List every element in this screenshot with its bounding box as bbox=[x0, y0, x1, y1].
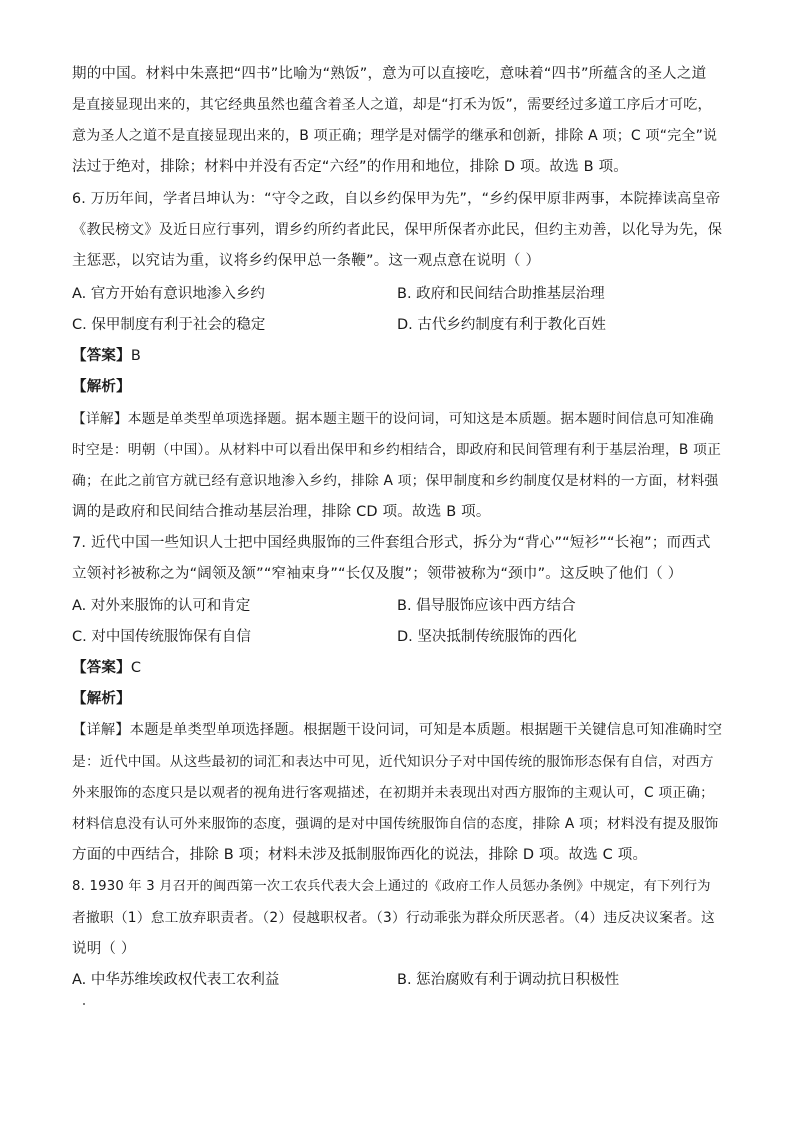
q7-option-b: B. 倡导服饰应该中西方结合 bbox=[397, 598, 576, 614]
q6-answer-label: 【答案】 bbox=[72, 348, 131, 364]
q7-answer-value: C bbox=[130, 660, 142, 676]
q7-option-a: A. 对外来服饰的认可和肯定 bbox=[72, 598, 251, 614]
q7-detail-line-1: 【详解】本题是单类型单项选择题。根据题干设问词，可知是本质题。根据题干关键信息可知准确时空 bbox=[72, 722, 723, 738]
q6-detail-line-4: 调的是政府和民间结合推动基层治理，排除 CD 项。故选 B 项。 bbox=[72, 504, 491, 520]
q5-explanation-line-1: 期的中国。材料中朱熹把“四书”比喻为“熟饭”，意为可以直接吃，意味着“四书”所蕴含的圣人之道 bbox=[72, 66, 707, 82]
q7-answer-label: 【答案】 bbox=[72, 660, 131, 676]
q5-explanation-line-4: 法过于绝对，排除；材料中并没有否定“六经”的作用和地位，排除 D 项。故选 B 项。 bbox=[72, 159, 628, 175]
q6-detail-line-3: 确；在此之前官方就已经有意识地渗入乡约，排除 A 项；保甲制度和乡约制度仅是材料的一方面，材料强 bbox=[72, 473, 719, 489]
q6-option-d: D. 古代乡约制度有利于教化百姓 bbox=[397, 317, 606, 333]
q6-detail-line-2: 时空是：明朝（中国）。从材料中可以看出保甲和乡约相结合，即政府和民间管理有利于基层治理，B 项正 bbox=[72, 442, 722, 458]
q6-stem-line-3: 主惩恶，以究诘为重，议将乡约保甲总一条鞭”。这一观点意在说明（ ） bbox=[72, 253, 541, 269]
q7-stem-line-1: 7. 近代中国一些知识人士把中国经典服饰的三件套组合形式，拆分为“背心”“短衫”“长袍”；而西式 bbox=[72, 535, 711, 551]
q7-stem-line-2: 立领衬衫被称之为“阔领及颔”“窄袖束身”“长仅及腹”；领带被称为“颈巾”。这反映了他们（ ） bbox=[72, 566, 683, 582]
stray-dot-mark bbox=[83, 1003, 85, 1005]
q8-stem-line-3: 说明（ ） bbox=[72, 941, 136, 957]
q6-option-a: A. 官方开始有意识地渗入乡约 bbox=[72, 286, 265, 302]
q8-stem-line-2: 者撤职（1）怠工放弃职责者。（2）侵越职权者。（3）行动乖张为群众所厌恶者。（4）违反决议案者。这 bbox=[72, 910, 715, 926]
q5-explanation-line-3: 意为圣人之道不是直接显现出来的，B 项正确；理学是对儒学的继承和创新，排除 A 项；C 项“完全”说 bbox=[72, 128, 718, 144]
q5-explanation-line-2: 是直接显现出来的，其它经典虽然也蕴含着圣人之道，却是“打禾为饭”，需要经过多道工序后才可吃， bbox=[72, 97, 712, 113]
q8-option-a: A. 中华苏维埃政权代表工农利益 bbox=[72, 972, 280, 988]
q8-stem-line-1: 8. 1930 年 3 月召开的闽西第一次工农兵代表大会上通过的《政府工作人员惩办条例》中规定，有下列行为 bbox=[72, 879, 711, 894]
q7-answer bbox=[72, 657, 141, 679]
q6-analysis-label: 【解析】 bbox=[72, 379, 131, 395]
q7-option-c: C. 对中国传统服饰保有自信 bbox=[72, 629, 251, 645]
q6-option-c: C. 保甲制度有利于社会的稳定 bbox=[72, 317, 266, 333]
q6-answer bbox=[72, 345, 141, 367]
q6-option-b: B. 政府和民间结合助推基层治理 bbox=[397, 286, 605, 302]
q7-detail-line-5: 方面的中西结合，排除 B 项；材料未涉及抵制服饰西化的说法，排除 D 项。故选 C 项。 bbox=[72, 847, 648, 863]
q6-stem-line-1: 6. 万历年间，学者吕坤认为：“守令之政，自以乡约保甲为先”，“乡约保甲原非两事，本院捧读高皇帝 bbox=[72, 191, 721, 207]
q6-detail-line-1: 【详解】本题是单类型单项选择题。据本题主题干的设问词，可知这是本质题。据本题时间信息可知准确 bbox=[72, 411, 714, 427]
q6-answer-value: B bbox=[130, 348, 141, 364]
q7-detail-line-3: 外来服饰的态度只是以观者的视角进行客观描述，在初期并未表现出对西方服饰的主观认可，C 项正确； bbox=[72, 785, 715, 801]
q8-option-b: B. 惩治腐败有利于调动抗日积极性 bbox=[397, 972, 620, 988]
q6-stem-line-2: 《教民榜文》及近日应行事列，谓乡约所约者此民，保甲所保者亦此民，但约主劝善，以化导为先，保 bbox=[72, 222, 723, 238]
q7-option-d: D. 坚决抵制传统服饰的西化 bbox=[397, 629, 577, 645]
q7-detail-line-2: 是：近代中国。从这些最初的词汇和表达中可见，近代知识分子对中国传统的服饰形态保有自信，对西方 bbox=[72, 754, 714, 770]
q7-analysis-label: 【解析】 bbox=[72, 691, 131, 707]
q7-detail-line-4: 材料信息没有认可外来服饰的态度，强调的是对中国传统服饰自信的态度，排除 A 项；材料没有提及服饰 bbox=[72, 816, 719, 832]
